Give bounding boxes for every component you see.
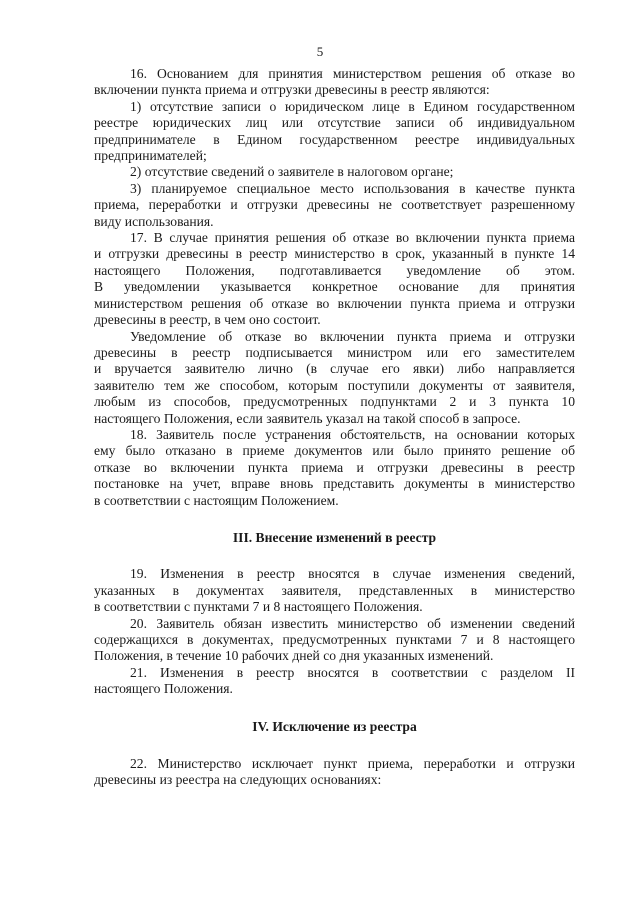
text-line: 18. Заявитель после устранения обстоятельств, на основании которых: [130, 426, 575, 442]
text-line: 19. Изменения в реестр вносятся в случае изменения сведений,: [130, 566, 575, 582]
text-line: указанных в документах заявителя, представленных в министерство: [94, 582, 575, 598]
text-line: Положения, в течение 10 рабочих дней со дня указанных изменений.: [94, 648, 494, 664]
text-line: древесины в реестр, в чем оно состоит.: [94, 312, 321, 328]
text-line: заявителю тем же способом, которым поступили документы от заявителя,: [94, 377, 575, 393]
paragraph: [94, 427, 575, 509]
text-line: в соответствии с настоящим Положением.: [94, 492, 339, 508]
text-line: реестре юридических лиц или отсутствие записи об индивидуальном: [94, 115, 575, 131]
section-heading: IV. Исключение из реестра: [252, 718, 417, 734]
text-line: в соответствии с пунктами 7 и 8 настоящего Положения.: [94, 599, 423, 615]
text-line: настоящего Положения, если заявитель указал на такой способ в запросе.: [94, 410, 521, 426]
text-line: 17. В случае принятия решения об отказе во включении пункта приема: [130, 230, 575, 246]
text-line: министерством решения об отказе во включении пункта приема и отгрузки: [94, 295, 575, 311]
text-line: любым из способов, предусмотренных подпунктами 2 и 3 пункта 10: [94, 394, 575, 410]
text-line: древесины в реестр подписывается министром или его заместителем: [94, 344, 575, 360]
text-line: и вручается заявителю лично (в случае его явки) либо направляется: [94, 361, 575, 377]
text-line: содержащихся в документах, предусмотренных пунктами 7 и 8 настоящего: [94, 632, 575, 647]
text-line: и отгрузки древесины в реестр министерство в срок, указанный в пункте 14: [94, 246, 575, 262]
text-line: приема, переработки и отгрузки древесины не соответствует разрешенному: [94, 197, 575, 213]
paragraph: [94, 329, 575, 427]
text-line: 3) планируемое специальное место использования в качестве пункта: [130, 180, 575, 196]
text-line: постановке на учет, вправе вновь представить документы в министерство: [94, 476, 575, 492]
text-line: древесины из реестра на следующих основаниях:: [94, 772, 382, 788]
text-line: Уведомление об отказе во включении пункта приема и отгрузки: [130, 328, 575, 344]
text-line: 20. Заявитель обязан известить министерство об изменении сведений: [130, 615, 575, 631]
text-line: предпринимателе в Едином государственном реестре индивидуальных: [94, 131, 575, 147]
document-body: [94, 66, 575, 789]
paragraph: [94, 230, 575, 328]
text-line: настоящего Положения.: [94, 681, 233, 697]
page-number: 5: [316, 44, 324, 59]
paragraph: [94, 181, 575, 230]
text-line: отказе во включении пункта приема и отгрузки древесины в реестр: [94, 459, 575, 475]
paragraph: [94, 756, 575, 789]
section-heading: III. Внесение изменений в реестр: [232, 529, 437, 545]
text-line: настоящего Положения, подготавливается уведомление об этом.: [94, 262, 575, 278]
paragraph: [94, 616, 575, 665]
text-line: 21. Изменения в реестр вносятся в соответствии с разделом II: [130, 664, 575, 680]
paragraph: [94, 99, 575, 165]
text-line: включении пункта приема и отгрузки древесины в реестр являются:: [94, 82, 490, 98]
text-line: предпринимателей;: [94, 148, 207, 164]
paragraph: [94, 665, 575, 698]
paragraph: [94, 566, 575, 615]
text-line: 2) отсутствие сведений о заявителе в налоговом органе;: [130, 164, 454, 180]
text-line: 16. Основанием для принятия министерством решения об отказе во: [130, 66, 575, 81]
text-line: 1) отсутствие записи о юридическом лице в Едином государственном: [130, 98, 575, 114]
text-line: В уведомлении указывается конкретное основание для принятия: [94, 279, 575, 295]
paragraph: [94, 164, 575, 180]
text-line: ему было отказано в приеме документов или было принято решение об: [94, 443, 575, 459]
text-line: 22. Министерство исключает пункт приема, переработки и отгрузки: [130, 756, 575, 772]
text-line: виду использования.: [94, 213, 214, 229]
paragraph: [94, 66, 575, 99]
